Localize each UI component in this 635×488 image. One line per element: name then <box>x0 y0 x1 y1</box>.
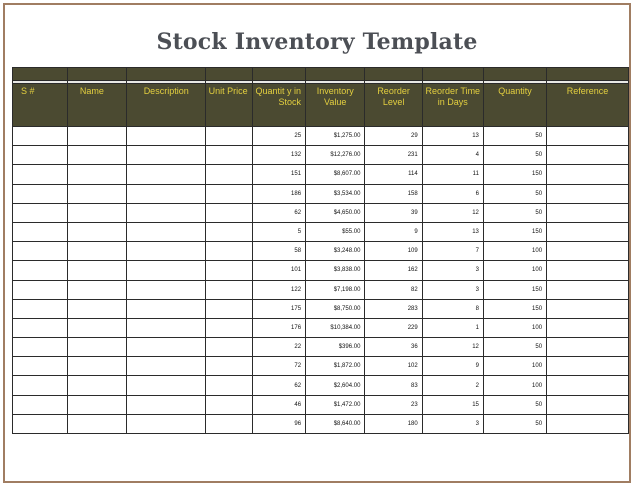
table-row <box>13 203 629 222</box>
cell-name[interactable] <box>67 242 126 261</box>
cell-inventory-value[interactable]: $7,198.00 <box>306 280 365 299</box>
column-header-reference: Reference <box>547 84 629 127</box>
cell-sno[interactable] <box>13 127 68 146</box>
cell-inventory-value[interactable]: $8,750.00 <box>306 299 365 318</box>
cell-reference[interactable] <box>547 146 629 165</box>
column-header-inventory-value: Inventory Value <box>306 84 365 127</box>
cell-sno[interactable] <box>13 414 68 433</box>
table-row <box>13 261 629 280</box>
cell-description[interactable] <box>127 280 206 299</box>
cell-reorder-level[interactable]: 39 <box>365 203 422 222</box>
cell-sno[interactable] <box>13 357 68 376</box>
cell-quantity-in-stock[interactable]: 96 <box>252 414 305 433</box>
cell-unit-price[interactable] <box>206 203 252 222</box>
cell-quantity[interactable]: 50 <box>483 127 546 146</box>
cell-quantity[interactable]: 50 <box>483 395 546 414</box>
cell-description[interactable] <box>127 376 206 395</box>
cell-name[interactable] <box>67 299 126 318</box>
cell-inventory-value[interactable]: $55.00 <box>306 222 365 241</box>
cell-unit-price[interactable] <box>206 127 252 146</box>
cell-description[interactable] <box>127 338 206 357</box>
cell-reorder-level[interactable]: 29 <box>365 127 422 146</box>
cell-reference[interactable] <box>547 242 629 261</box>
cell-quantity-in-stock[interactable]: 22 <box>252 338 305 357</box>
cell-inventory-value[interactable]: $10,384.00 <box>306 318 365 337</box>
cell-sno[interactable] <box>13 376 68 395</box>
table-row <box>13 222 629 241</box>
cell-unit-price[interactable] <box>206 280 252 299</box>
column-header-reorder-level: Reorder Level <box>365 84 422 127</box>
cell-reorder-time[interactable]: 15 <box>422 395 483 414</box>
cell-reorder-time[interactable]: 7 <box>422 242 483 261</box>
column-header-unit-price: Unit Price <box>206 84 252 127</box>
cell-description[interactable] <box>127 318 206 337</box>
cell-quantity[interactable]: 100 <box>483 318 546 337</box>
cell-sno[interactable] <box>13 165 68 184</box>
cell-quantity[interactable]: 100 <box>483 357 546 376</box>
cell-quantity[interactable]: 50 <box>483 203 546 222</box>
cell-reference[interactable] <box>547 203 629 222</box>
cell-reorder-level[interactable]: 283 <box>365 299 422 318</box>
cell-name[interactable] <box>67 146 126 165</box>
cell-reorder-time[interactable]: 12 <box>422 203 483 222</box>
cell-reorder-time[interactable]: 13 <box>422 127 483 146</box>
cell-name[interactable] <box>67 318 126 337</box>
cell-inventory-value[interactable]: $2,604.00 <box>306 376 365 395</box>
cell-description[interactable] <box>127 127 206 146</box>
cell-sno[interactable] <box>13 222 68 241</box>
cell-reorder-time[interactable]: 1 <box>422 318 483 337</box>
cell-description[interactable] <box>127 299 206 318</box>
cell-unit-price[interactable] <box>206 146 252 165</box>
cell-name[interactable] <box>67 222 126 241</box>
cell-reference[interactable] <box>547 184 629 203</box>
cell-sno[interactable] <box>13 318 68 337</box>
cell-quantity-in-stock[interactable]: 176 <box>252 318 305 337</box>
cell-sno[interactable] <box>13 203 68 222</box>
cell-unit-price[interactable] <box>206 414 252 433</box>
cell-inventory-value[interactable]: $3,248.00 <box>306 242 365 261</box>
cell-name[interactable] <box>67 414 126 433</box>
cell-name[interactable] <box>67 376 126 395</box>
cell-name[interactable] <box>67 357 126 376</box>
cell-reorder-time[interactable]: 3 <box>422 414 483 433</box>
cell-reorder-level[interactable]: 109 <box>365 242 422 261</box>
cell-unit-price[interactable] <box>206 165 252 184</box>
column-header-quantity-in-stock: Quantit y in Stock <box>252 84 305 127</box>
cell-sno[interactable] <box>13 299 68 318</box>
cell-quantity-in-stock[interactable]: 175 <box>252 299 305 318</box>
cell-sno[interactable] <box>13 280 68 299</box>
cell-reorder-level[interactable]: 114 <box>365 165 422 184</box>
cell-inventory-value[interactable]: $4,650.00 <box>306 203 365 222</box>
cell-reorder-time[interactable]: 12 <box>422 338 483 357</box>
cell-name[interactable] <box>67 203 126 222</box>
column-header-reorder-time: Reorder Time in Days <box>422 84 483 127</box>
cell-quantity-in-stock[interactable]: 186 <box>252 184 305 203</box>
cell-reference[interactable] <box>547 338 629 357</box>
cell-reorder-level[interactable]: 9 <box>365 222 422 241</box>
cell-quantity[interactable]: 150 <box>483 299 546 318</box>
cell-description[interactable] <box>127 395 206 414</box>
cell-reorder-time[interactable]: 11 <box>422 165 483 184</box>
cell-unit-price[interactable] <box>206 222 252 241</box>
cell-name[interactable] <box>67 395 126 414</box>
column-header-description: Description <box>127 84 206 127</box>
cell-name[interactable] <box>67 184 126 203</box>
cell-reference[interactable] <box>547 414 629 433</box>
inventory-table <box>12 67 629 434</box>
cell-description[interactable] <box>127 165 206 184</box>
cell-reference[interactable] <box>547 222 629 241</box>
cell-description[interactable] <box>127 357 206 376</box>
table-row <box>13 357 629 376</box>
cell-inventory-value[interactable]: $3,534.00 <box>306 184 365 203</box>
cell-reorder-level[interactable]: 82 <box>365 280 422 299</box>
cell-reorder-level[interactable]: 36 <box>365 338 422 357</box>
table-row <box>13 242 629 261</box>
table-row <box>13 395 629 414</box>
cell-reorder-level[interactable]: 158 <box>365 184 422 203</box>
cell-sno[interactable] <box>13 395 68 414</box>
table-row <box>13 146 629 165</box>
cell-unit-price[interactable] <box>206 184 252 203</box>
cell-reference[interactable] <box>547 280 629 299</box>
cell-reorder-time[interactable]: 13 <box>422 222 483 241</box>
cell-reference[interactable] <box>547 127 629 146</box>
cell-unit-price[interactable] <box>206 318 252 337</box>
cell-reorder-level[interactable]: 231 <box>365 146 422 165</box>
table-row <box>13 165 629 184</box>
cell-name[interactable] <box>67 127 126 146</box>
cell-description[interactable] <box>127 242 206 261</box>
cell-reorder-time[interactable]: 2 <box>422 376 483 395</box>
table-row <box>13 127 629 146</box>
cell-description[interactable] <box>127 184 206 203</box>
cell-unit-price[interactable] <box>206 357 252 376</box>
cell-description[interactable] <box>127 261 206 280</box>
table-row <box>13 338 629 357</box>
cell-reorder-level[interactable]: 180 <box>365 414 422 433</box>
table-row <box>13 280 629 299</box>
cell-inventory-value[interactable]: $8,607.00 <box>306 165 365 184</box>
cell-reference[interactable] <box>547 165 629 184</box>
cell-reference[interactable] <box>547 318 629 337</box>
table-row <box>13 376 629 395</box>
cell-unit-price[interactable] <box>206 242 252 261</box>
cell-quantity[interactable]: 50 <box>483 146 546 165</box>
header-top-bar <box>13 68 629 81</box>
cell-inventory-value[interactable]: $1,275.00 <box>306 127 365 146</box>
cell-quantity-in-stock[interactable]: 101 <box>252 261 305 280</box>
cell-name[interactable] <box>67 338 126 357</box>
cell-quantity-in-stock[interactable]: 25 <box>252 127 305 146</box>
cell-quantity[interactable]: 150 <box>483 165 546 184</box>
cell-name[interactable] <box>67 261 126 280</box>
cell-reference[interactable] <box>547 299 629 318</box>
cell-quantity[interactable]: 150 <box>483 280 546 299</box>
table-row <box>13 184 629 203</box>
table-row <box>13 318 629 337</box>
cell-quantity[interactable]: 150 <box>483 222 546 241</box>
cell-unit-price[interactable] <box>206 395 252 414</box>
cell-unit-price[interactable] <box>206 338 252 357</box>
cell-description[interactable] <box>127 222 206 241</box>
cell-quantity[interactable]: 50 <box>483 414 546 433</box>
cell-sno[interactable] <box>13 242 68 261</box>
cell-quantity[interactable]: 100 <box>483 261 546 280</box>
cell-quantity[interactable]: 50 <box>483 338 546 357</box>
table-row <box>13 299 629 318</box>
cell-unit-price[interactable] <box>206 376 252 395</box>
column-header-quantity: Quantity <box>483 84 546 127</box>
cell-quantity-in-stock[interactable]: 46 <box>252 395 305 414</box>
cell-description[interactable] <box>127 203 206 222</box>
cell-quantity-in-stock[interactable]: 122 <box>252 280 305 299</box>
cell-reorder-time[interactable]: 4 <box>422 146 483 165</box>
cell-description[interactable] <box>127 146 206 165</box>
cell-sno[interactable] <box>13 184 68 203</box>
cell-sno[interactable] <box>13 146 68 165</box>
cell-quantity[interactable]: 100 <box>483 242 546 261</box>
cell-reference[interactable] <box>547 376 629 395</box>
cell-name[interactable] <box>67 165 126 184</box>
table-row <box>13 414 629 433</box>
cell-quantity[interactable]: 50 <box>483 184 546 203</box>
cell-inventory-value[interactable]: $3,838.00 <box>306 261 365 280</box>
cell-unit-price[interactable] <box>206 261 252 280</box>
column-header-name: Name <box>67 84 126 127</box>
cell-reorder-level[interactable]: 102 <box>365 357 422 376</box>
cell-quantity-in-stock[interactable]: 132 <box>252 146 305 165</box>
cell-reorder-level[interactable]: 83 <box>365 376 422 395</box>
cell-quantity-in-stock[interactable]: 62 <box>252 376 305 395</box>
cell-reorder-level[interactable]: 162 <box>365 261 422 280</box>
cell-inventory-value[interactable]: $1,472.00 <box>306 395 365 414</box>
cell-inventory-value[interactable]: $8,640.00 <box>306 414 365 433</box>
cell-quantity-in-stock[interactable]: 151 <box>252 165 305 184</box>
page-title: Stock Inventory Template <box>156 29 478 55</box>
cell-unit-price[interactable] <box>206 299 252 318</box>
cell-quantity-in-stock[interactable]: 58 <box>252 242 305 261</box>
cell-inventory-value[interactable]: $1,872.00 <box>306 357 365 376</box>
cell-sno[interactable] <box>13 261 68 280</box>
cell-reorder-level[interactable]: 229 <box>365 318 422 337</box>
cell-quantity[interactable]: 100 <box>483 376 546 395</box>
cell-reference[interactable] <box>547 261 629 280</box>
cell-inventory-value[interactable]: $396.00 <box>306 338 365 357</box>
cell-reorder-time[interactable]: 8 <box>422 299 483 318</box>
header-row <box>13 84 629 127</box>
cell-inventory-value[interactable]: $12,276.00 <box>306 146 365 165</box>
cell-name[interactable] <box>67 280 126 299</box>
column-header-sno: S # <box>13 84 68 127</box>
template-frame <box>3 3 631 483</box>
cell-reference[interactable] <box>547 395 629 414</box>
cell-quantity-in-stock[interactable]: 72 <box>252 357 305 376</box>
cell-quantity-in-stock[interactable]: 5 <box>252 222 305 241</box>
cell-reorder-time[interactable]: 3 <box>422 280 483 299</box>
cell-reorder-time[interactable]: 3 <box>422 261 483 280</box>
cell-quantity-in-stock[interactable]: 62 <box>252 203 305 222</box>
cell-reference[interactable] <box>547 357 629 376</box>
cell-description[interactable] <box>127 414 206 433</box>
cell-reorder-time[interactable]: 9 <box>422 357 483 376</box>
cell-sno[interactable] <box>13 338 68 357</box>
cell-reorder-level[interactable]: 23 <box>365 395 422 414</box>
cell-reorder-time[interactable]: 6 <box>422 184 483 203</box>
